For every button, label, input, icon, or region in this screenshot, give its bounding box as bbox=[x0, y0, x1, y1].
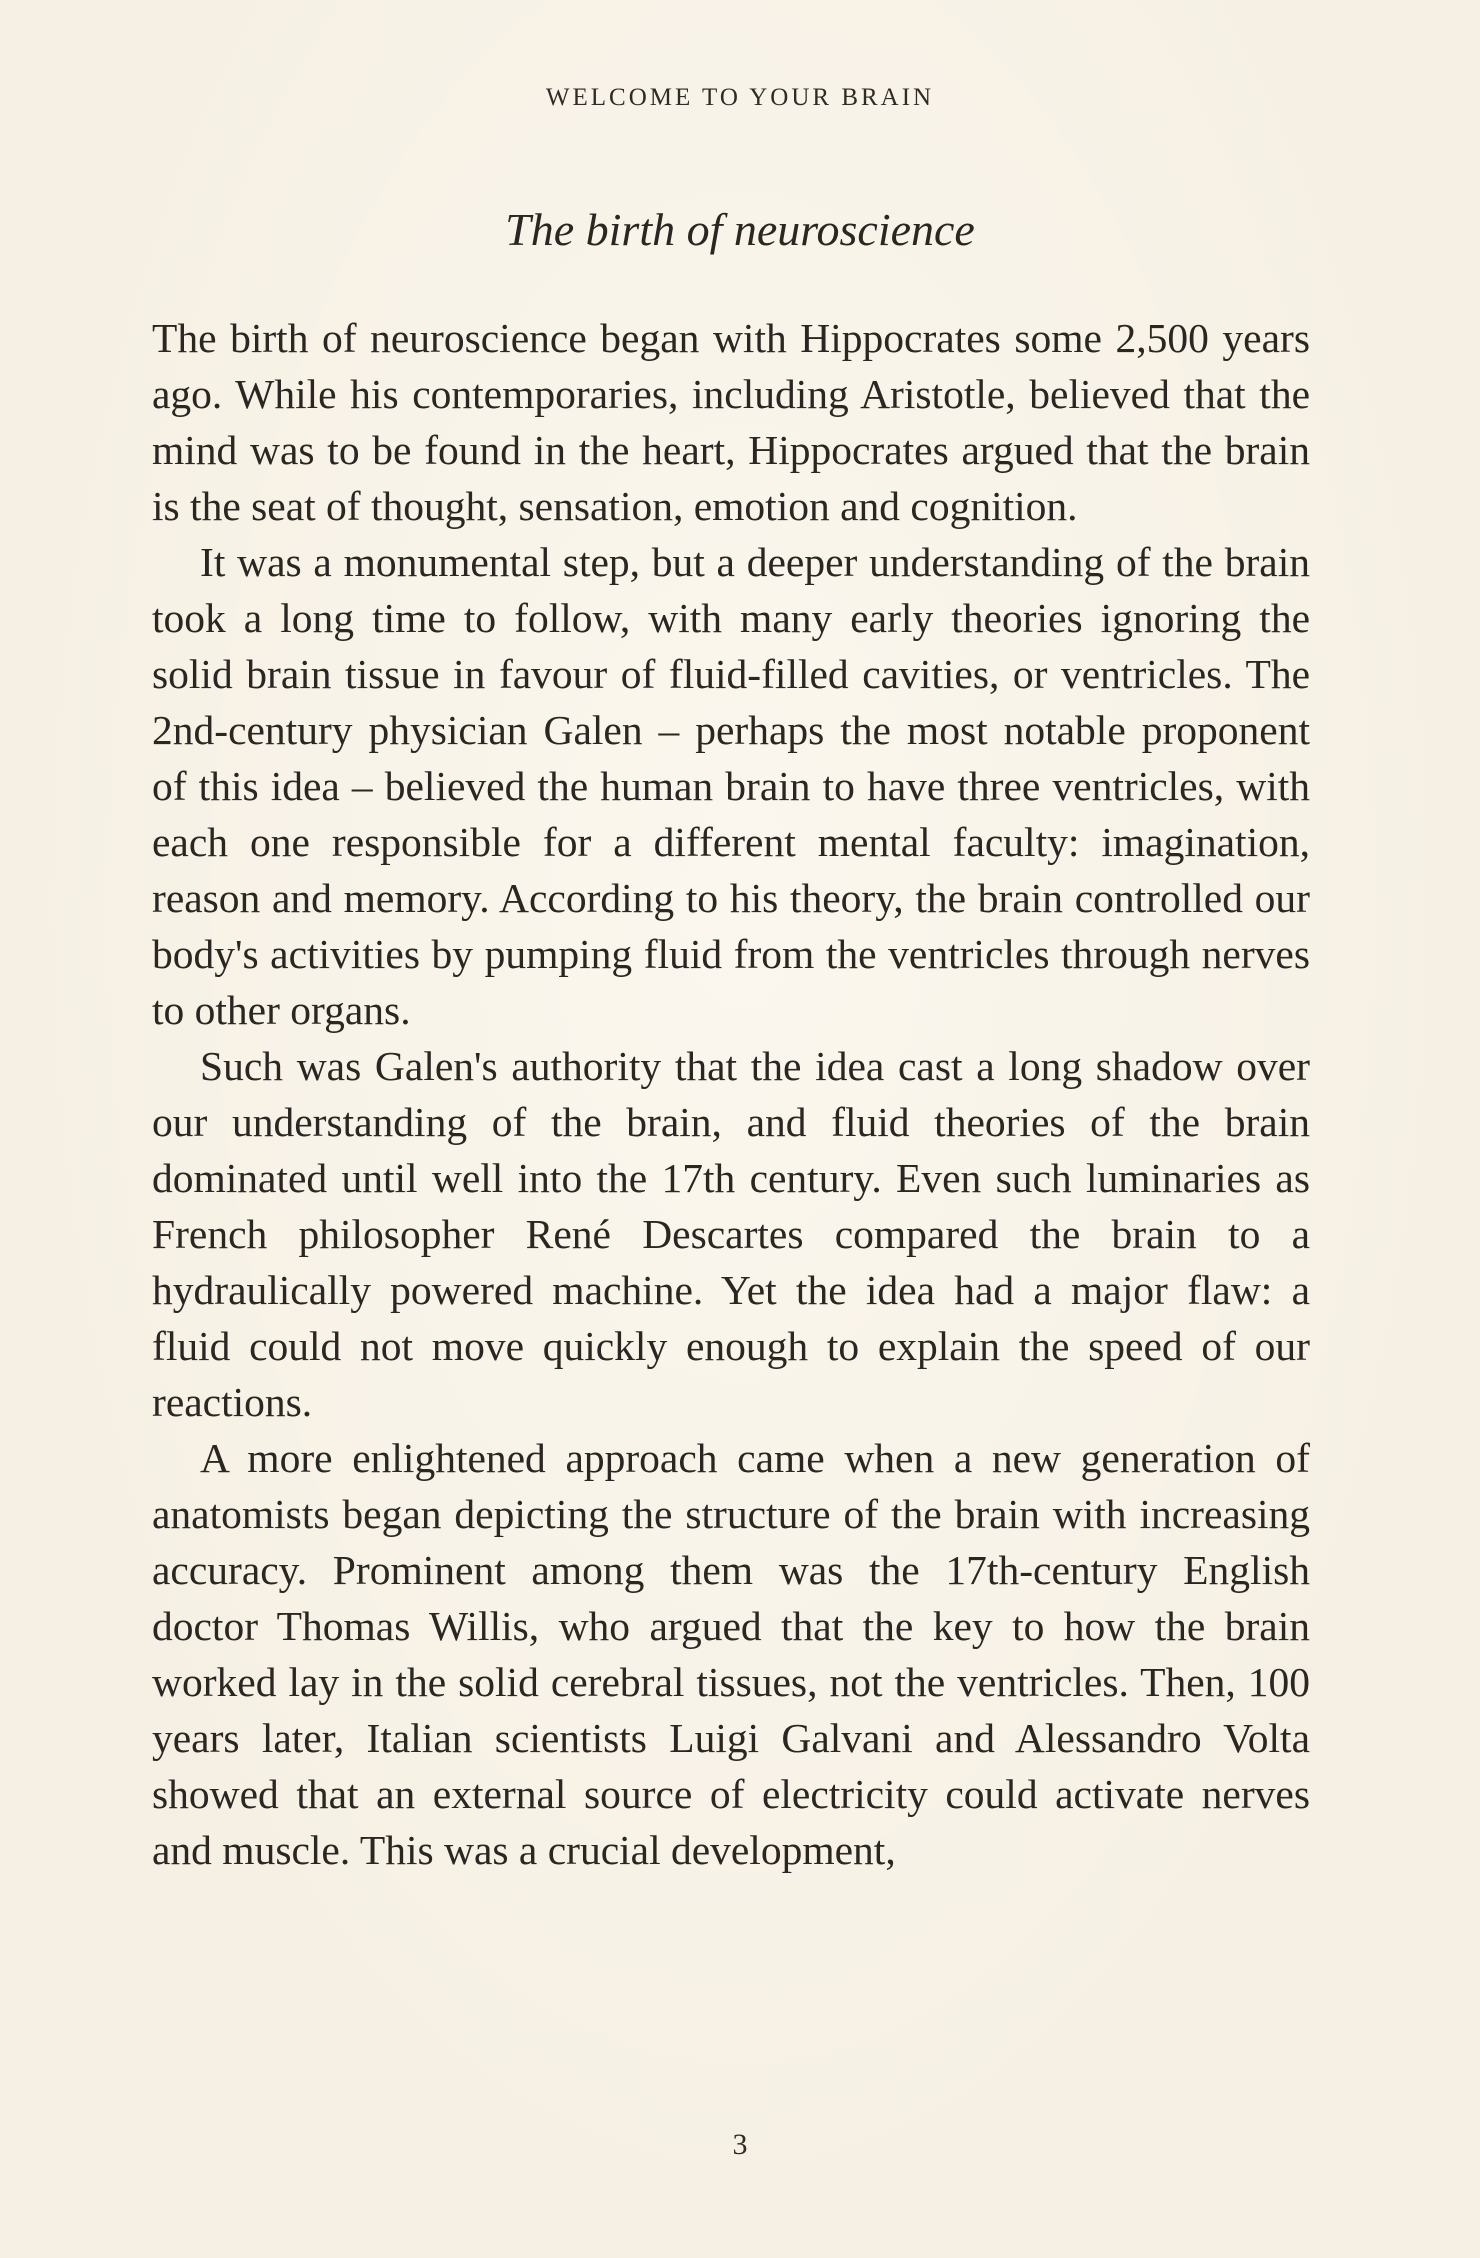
page-number: 3 bbox=[732, 2128, 748, 2161]
running-head: WELCOME TO YOUR BRAIN bbox=[545, 84, 935, 111]
body-text bbox=[152, 310, 1310, 1878]
paragraph-1: The birth of neuroscience began with Hippocrates some 2,500 years ago. While his contemporaries, including Aristotle, believed that the mind was to be found in the heart, Hippocrates argued that the brain is the seat of thought, sensation, emotion and cognition. bbox=[152, 315, 1310, 529]
section-title: The birth of neuroscience bbox=[505, 204, 975, 255]
paragraph-2: It was a monumental step, but a deeper understanding of the brain took a long time to follow, with many early theories ignoring the solid brain tissue in favour of fluid-filled cavities, or ventricles. The 2nd-century physician Galen – perhaps the most notable proponent of this idea – believed the human brain to have three ventricles, with each one responsible for a different mental faculty: imagination, reason and memory. According to his theory, the brain controlled our body's activities by pumping fluid from the ventricles through nerves to other organs. bbox=[152, 539, 1310, 1033]
paragraph-3: Such was Galen's authority that the idea cast a long shadow over our understanding of the brain, and fluid theories of the brain dominated until well into the 17th century. Even such luminaries as French philosopher René Descartes compared the brain to a hydraulically powered machine. Yet the idea had a major flaw: a fluid could not move quickly enough to explain the speed of our reactions. bbox=[152, 1043, 1310, 1425]
paragraph-4: A more enlightened approach came when a new generation of anatomists began depicting the structure of the brain with increasing accuracy. Prominent among them was the 17th-century English doctor Thomas Willis, who argued that the key to how the brain worked lay in the solid cerebral tissues, not the ventricles. Then, 100 years later, Italian scientists Luigi Galvani and Alessandro Volta showed that an external source of electricity could activate nerves and muscle. This was a crucial development, bbox=[152, 1435, 1310, 1873]
